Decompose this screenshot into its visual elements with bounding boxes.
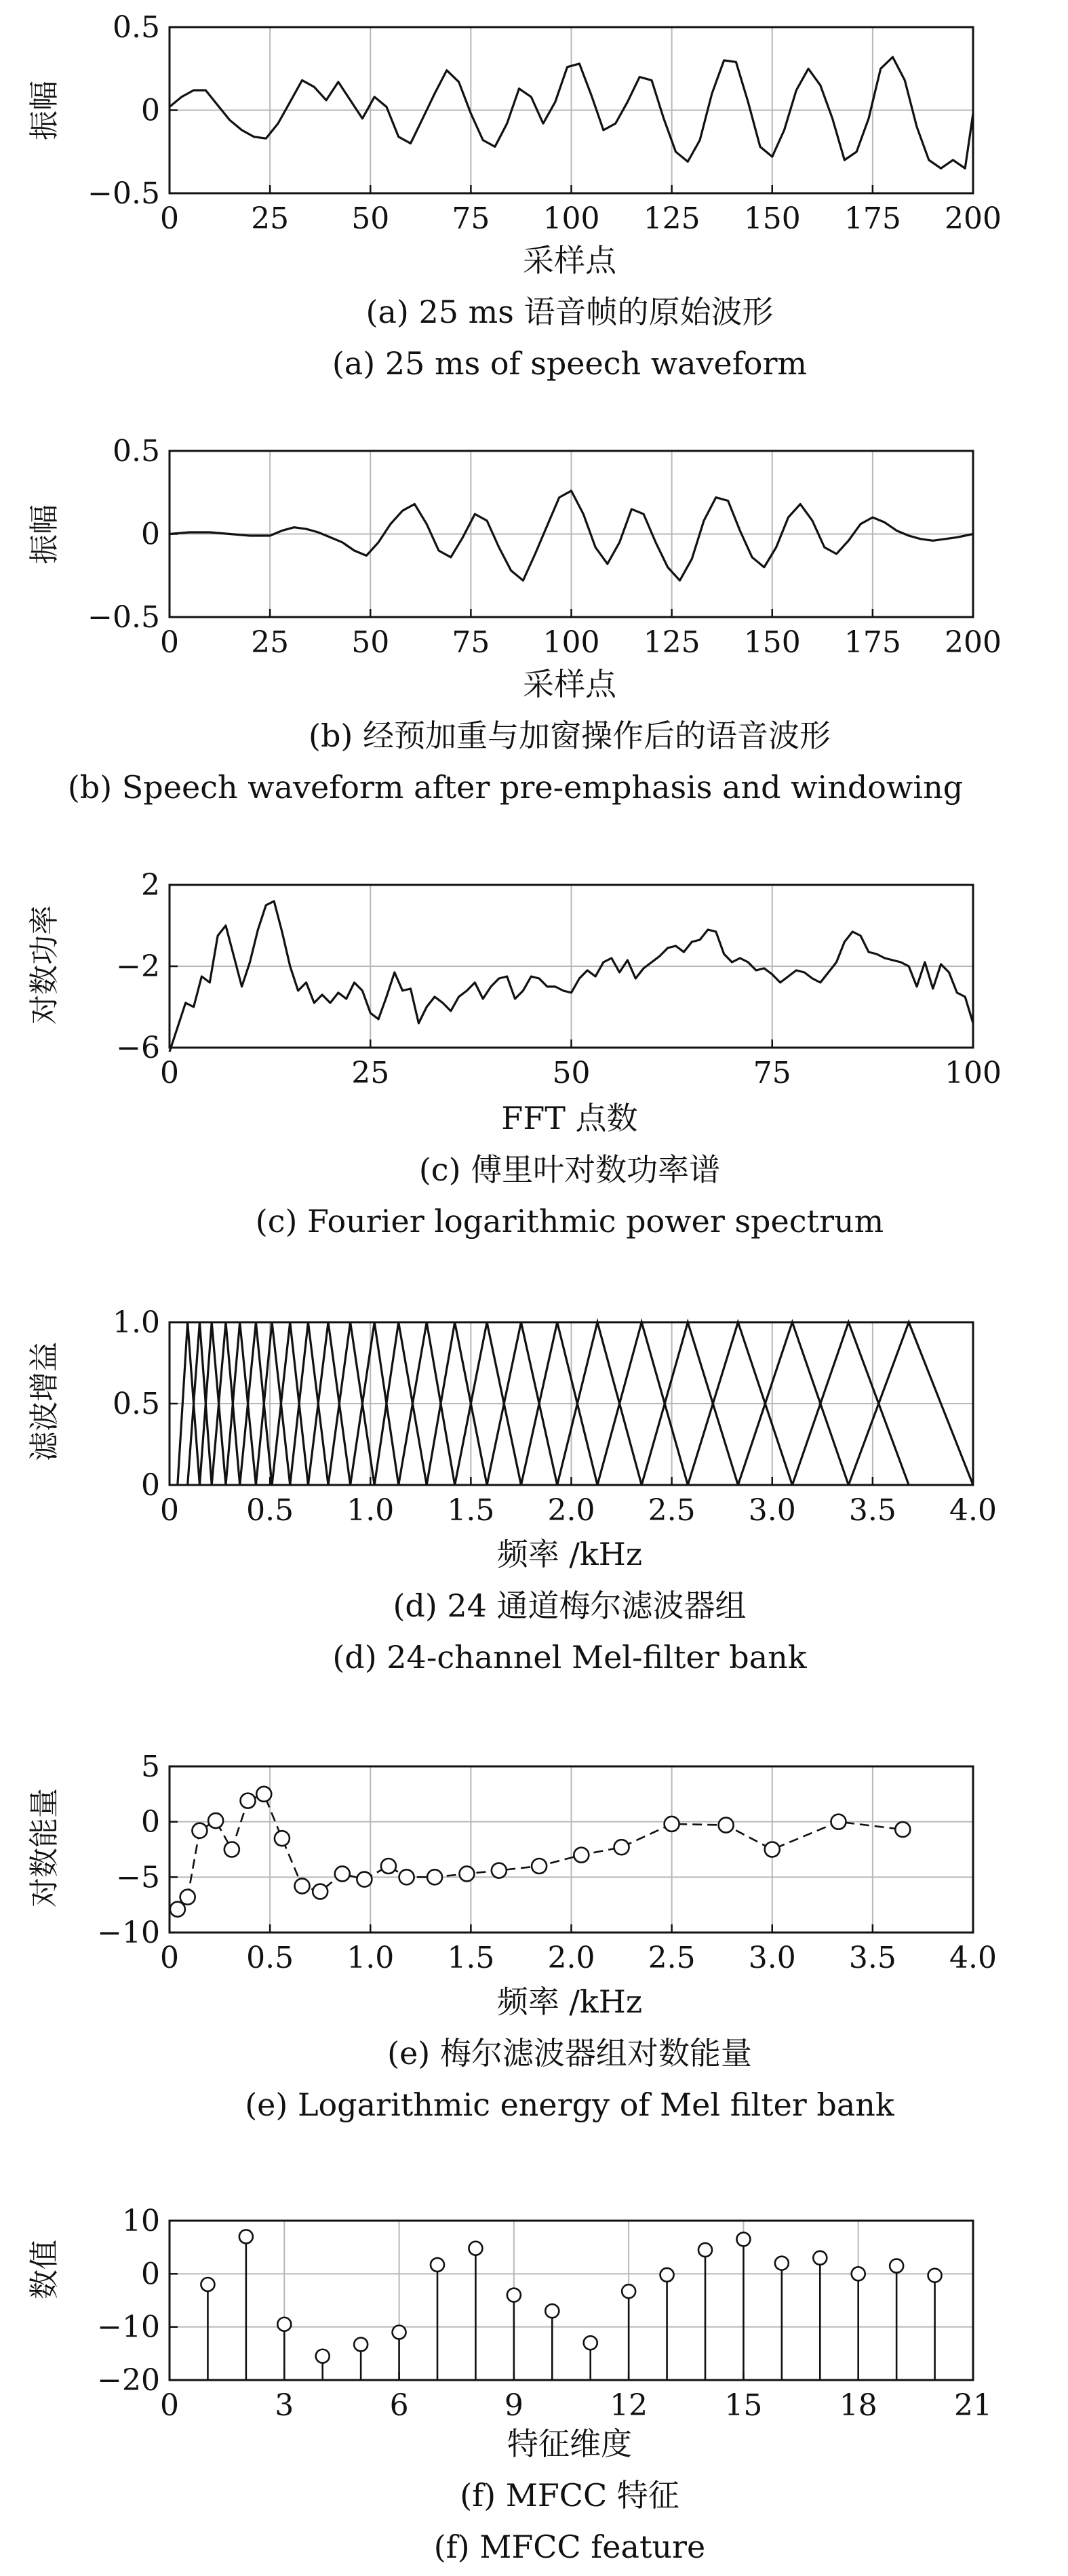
data-point (313, 1884, 328, 1899)
stem-marker (393, 2326, 406, 2339)
data-point (399, 1869, 414, 1884)
y-tick-label: −0.5 (87, 176, 160, 211)
data-point (665, 1817, 679, 1831)
panel-a (27, 10, 1002, 382)
x-tick-label: 2.0 (547, 1493, 595, 1528)
ylabel-b: 振幅 (27, 504, 62, 564)
data-point (357, 1872, 372, 1887)
x-tick-label: 50 (351, 201, 390, 236)
stem-marker (507, 2288, 521, 2302)
x-tick-label: 175 (844, 201, 901, 236)
data-point (532, 1859, 547, 1874)
data-point (192, 1823, 207, 1838)
caption-en-b: (b) Speech waveform after pre-emphasis and windowing (67, 769, 964, 806)
y-tick-label: −10 (97, 2310, 160, 2345)
data-point (895, 1822, 910, 1837)
x-tick-label: 200 (945, 625, 1002, 660)
x-tick-label: 6 (389, 2388, 409, 2423)
caption-cn-d: (d) 24 通道梅尔滤波器组 (393, 1587, 747, 1624)
y-tick-label: −0.5 (87, 600, 160, 635)
caption-cn-e: (e) 梅尔滤波器组对数能量 (387, 2035, 752, 2072)
x-tick-label: 100 (945, 1056, 1002, 1090)
stem-marker (545, 2304, 559, 2318)
panel-e (27, 1749, 997, 2123)
x-tick-label: 2.0 (547, 1941, 595, 1975)
stem-marker (354, 2338, 368, 2352)
data-point (459, 1866, 474, 1881)
caption-cn-f: (f) MFCC 特征 (460, 2477, 679, 2514)
x-tick-label: 75 (452, 625, 490, 660)
y-tick-label: 0 (141, 517, 160, 552)
x-tick-label: 4.0 (949, 1493, 997, 1528)
data-point (224, 1842, 239, 1857)
x-tick-label: 125 (643, 625, 700, 660)
xlabel-b: 采样点 (523, 666, 616, 702)
y-tick-label: 0 (141, 1468, 160, 1503)
ylabel-d: 滤波增益 (27, 1342, 62, 1461)
caption-en-a: (a) 25 ms of speech waveform (332, 345, 808, 382)
ylabel-f: 数值 (27, 2240, 62, 2299)
x-tick-label: 0 (160, 625, 179, 660)
x-tick-label: 0 (160, 1056, 179, 1090)
caption-en-c: (c) Fourier logarithmic power spectrum (255, 1203, 884, 1240)
y-tick-label: 0 (141, 2257, 160, 2292)
caption-en-e: (e) Logarithmic energy of Mel filter bank (245, 2086, 894, 2123)
x-tick-label: 3.0 (748, 1941, 796, 1975)
data-point (719, 1818, 734, 1833)
x-tick-label: 12 (610, 2388, 648, 2423)
y-tick-label: 2 (141, 868, 160, 903)
stem-marker (890, 2259, 903, 2273)
caption-cn-b: (b) 经预加重与加窗操作后的语音波形 (309, 717, 831, 754)
x-tick-label: 1.5 (447, 1493, 495, 1528)
data-point (427, 1869, 442, 1884)
x-tick-label: 4.0 (949, 1941, 997, 1975)
stem-marker (928, 2269, 942, 2282)
stem-marker (775, 2257, 789, 2270)
x-tick-label: 3.0 (748, 1493, 796, 1528)
data-point (208, 1813, 223, 1828)
caption-cn-a: (a) 25 ms 语音帧的原始波形 (365, 294, 774, 330)
x-tick-label: 25 (351, 1056, 390, 1090)
y-tick-label: −6 (116, 1031, 160, 1065)
stem-marker (698, 2243, 712, 2257)
data-point (170, 1902, 185, 1917)
x-tick-label: 9 (504, 2388, 523, 2423)
data-point (492, 1863, 507, 1878)
y-tick-label: −20 (97, 2363, 160, 2398)
xlabel-a: 采样点 (523, 242, 616, 279)
data-point (335, 1866, 350, 1881)
y-tick-label: 0.5 (113, 1387, 160, 1421)
y-tick-label: 1.0 (113, 1305, 160, 1340)
x-tick-label: 0 (160, 1941, 179, 1975)
y-tick-label: 0 (141, 1804, 160, 1840)
xlabel-f: 特征维度 (507, 2425, 632, 2462)
x-tick-label: 100 (542, 625, 600, 660)
stem-marker (431, 2258, 444, 2272)
x-tick-label: 0.5 (246, 1941, 294, 1975)
data-point (180, 1890, 195, 1905)
stem-marker (316, 2350, 330, 2363)
y-tick-label: 5 (141, 1749, 160, 1784)
x-tick-label: 0.5 (246, 1493, 294, 1528)
x-tick-label: 0 (160, 1493, 179, 1528)
ylabel-a: 振幅 (27, 81, 62, 140)
x-tick-label: 21 (954, 2388, 992, 2423)
panel-f (27, 2204, 992, 2565)
stem-marker (277, 2318, 291, 2331)
caption-en-d: (d) 24-channel Mel-filter bank (332, 1639, 807, 1676)
stem-marker (469, 2242, 482, 2255)
ylabel-c: 对数功率 (27, 905, 62, 1025)
x-tick-label: 1.5 (447, 1941, 495, 1975)
x-tick-label: 2.5 (648, 1941, 696, 1975)
xlabel-c: FFT 点数 (501, 1100, 638, 1136)
x-tick-label: 50 (351, 625, 390, 660)
plot-frame-f (170, 2221, 973, 2380)
y-tick-label: 0.5 (113, 434, 160, 469)
data-point (614, 1840, 629, 1855)
data-point (381, 1859, 396, 1874)
x-tick-label: 200 (945, 201, 1002, 236)
stem-marker (239, 2230, 253, 2244)
stem-marker (201, 2278, 214, 2291)
y-tick-label: 0 (141, 93, 160, 128)
y-tick-label: −2 (116, 949, 160, 984)
data-point (256, 1787, 271, 1802)
xlabel-d: 频率 /kHz (496, 1536, 643, 1572)
x-tick-label: 150 (743, 201, 801, 236)
x-tick-label: 1.0 (347, 1493, 395, 1528)
x-tick-label: 3 (275, 2388, 294, 2423)
x-tick-label: 0 (160, 2388, 179, 2423)
panel-d (27, 1305, 997, 1676)
x-tick-label: 15 (724, 2388, 763, 2423)
panel-b (27, 434, 1002, 806)
stem-marker (852, 2267, 865, 2280)
x-tick-label: 3.5 (848, 1493, 896, 1528)
stem-marker (584, 2336, 597, 2350)
x-tick-label: 2.5 (648, 1493, 696, 1528)
data-point (241, 1794, 256, 1808)
x-tick-label: 150 (743, 625, 801, 660)
y-tick-label: −5 (116, 1860, 160, 1895)
data-point (275, 1831, 290, 1846)
x-tick-label: 3.5 (848, 1941, 896, 1975)
x-tick-label: 175 (844, 625, 901, 660)
caption-en-f: (f) MFCC feature (433, 2529, 706, 2565)
stem-marker (813, 2251, 827, 2265)
y-tick-label: 10 (122, 2204, 160, 2238)
x-tick-label: 0 (160, 201, 179, 236)
x-tick-label: 125 (643, 201, 700, 236)
ylabel-e: 对数能量 (27, 1788, 62, 1907)
series-dashed-line-e (178, 1794, 903, 1909)
x-tick-label: 18 (839, 2388, 877, 2423)
data-point (295, 1878, 310, 1893)
data-point (574, 1848, 589, 1863)
x-tick-label: 25 (251, 201, 290, 236)
x-tick-label: 50 (552, 1056, 591, 1090)
x-tick-label: 75 (452, 201, 490, 236)
x-tick-label: 100 (542, 201, 600, 236)
x-tick-label: 1.0 (347, 1941, 395, 1975)
xlabel-e: 频率 /kHz (496, 1983, 643, 2020)
stem-marker (622, 2284, 635, 2298)
caption-cn-c: (c) 傅里叶对数功率谱 (418, 1151, 721, 1188)
x-tick-label: 75 (753, 1056, 791, 1090)
data-point (831, 1815, 846, 1829)
data-point (765, 1842, 780, 1857)
stem-marker (660, 2268, 674, 2282)
stem-marker (736, 2232, 750, 2246)
panel-c (27, 868, 1002, 1240)
y-tick-label: −10 (97, 1916, 160, 1950)
x-tick-label: 25 (251, 625, 290, 660)
y-tick-label: 0.5 (113, 10, 160, 45)
